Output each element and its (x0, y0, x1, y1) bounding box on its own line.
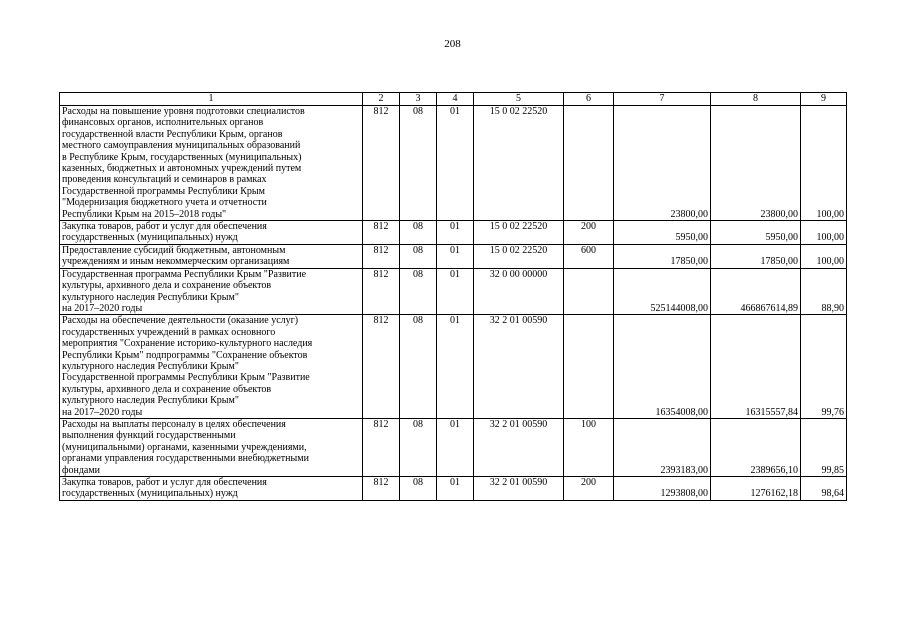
target-article: 32 2 01 00590 (474, 477, 564, 501)
actual-amount: 466867614,89 (711, 268, 801, 315)
percent-complete: 99,76 (801, 315, 847, 419)
section-code: 08 (400, 221, 437, 245)
row-name: Расходы на повышение уровня подготовки специалистов финансовых органов, исполнительных органов государственной власти Республики Крым, органов местного самоуправления муниципальных образований в Республике Крым, государственных (муниципальных) казенных, бюджетных и автономных учреждений путем проведения консультаций и семинаров в рамках Государственной программы Республики Крым "Модернизация бюджетного учета и отчетности Республики Крым на 2015–2018 годы" (60, 106, 363, 221)
actual-amount: 16315557,84 (711, 315, 801, 419)
subsection-code: 01 (437, 477, 474, 501)
expense-type: 600 (564, 244, 614, 268)
row-name: Расходы на выплаты персоналу в целях обеспечения выполнения функций государственными (муниципальными) органами, казенными учреждениями, органами управления государственными внебюджетными фондами (60, 418, 363, 476)
section-code: 08 (400, 106, 437, 221)
planned-amount: 17850,00 (614, 244, 711, 268)
section-code: 08 (400, 418, 437, 476)
percent-complete: 99,85 (801, 418, 847, 476)
planned-amount: 23800,00 (614, 106, 711, 221)
target-article: 15 0 02 22520 (474, 221, 564, 245)
planned-amount: 1293808,00 (614, 477, 711, 501)
percent-complete: 100,00 (801, 244, 847, 268)
percent-complete: 98,64 (801, 477, 847, 501)
actual-amount: 5950,00 (711, 221, 801, 245)
target-article: 15 0 02 22520 (474, 106, 564, 221)
section-code: 08 (400, 477, 437, 501)
percent-complete: 88,90 (801, 268, 847, 315)
subsection-code: 01 (437, 315, 474, 419)
expense-type: 200 (564, 477, 614, 501)
ministry-code: 812 (363, 106, 400, 221)
subsection-code: 01 (437, 418, 474, 476)
ministry-code: 812 (363, 477, 400, 501)
section-code: 08 (400, 244, 437, 268)
target-article: 32 0 00 00000 (474, 268, 564, 315)
header-cell: 5 (474, 93, 564, 106)
subsection-code: 01 (437, 268, 474, 315)
expense-type: 100 (564, 418, 614, 476)
table-row (60, 418, 847, 476)
actual-amount: 2389656,10 (711, 418, 801, 476)
table-row (60, 106, 847, 221)
header-cell: 1 (60, 93, 363, 106)
subsection-code: 01 (437, 106, 474, 221)
table-row (60, 244, 847, 268)
planned-amount: 2393183,00 (614, 418, 711, 476)
header-cell: 8 (711, 93, 801, 106)
page-number: 208 (444, 38, 461, 50)
header-cell: 6 (564, 93, 614, 106)
table-row (60, 268, 847, 315)
header-cell: 7 (614, 93, 711, 106)
actual-amount: 23800,00 (711, 106, 801, 221)
row-name: Предоставление субсидий бюджетным, автономным учреждениям и иным некоммерческим организациям (60, 244, 363, 268)
actual-amount: 17850,00 (711, 244, 801, 268)
percent-complete: 100,00 (801, 106, 847, 221)
target-article: 32 2 01 00590 (474, 315, 564, 419)
percent-complete: 100,00 (801, 221, 847, 245)
ministry-code: 812 (363, 315, 400, 419)
expense-type (564, 268, 614, 315)
planned-amount: 5950,00 (614, 221, 711, 245)
table-row (60, 315, 847, 419)
table-row (60, 221, 847, 245)
budget-table (59, 92, 847, 501)
subsection-code: 01 (437, 244, 474, 268)
header-cell: 9 (801, 93, 847, 106)
target-article: 32 2 01 00590 (474, 418, 564, 476)
planned-amount: 16354008,00 (614, 315, 711, 419)
row-name: Расходы на обеспечение деятельности (оказание услуг) государственных учреждений в рамках основного мероприятия "Сохранение историко-культурного наследия Республики Крым" подпрограммы "Сохранение объектов культурного наследия Республики Крым" Государственной программы Республики Крым "Развитие культуры, архивного дела и сохранение объектов культурного наследия Республики Крым" на 2017–2020 годы (60, 315, 363, 419)
table-row (60, 477, 847, 501)
header-cell: 3 (400, 93, 437, 106)
actual-amount: 1276162,18 (711, 477, 801, 501)
ministry-code: 812 (363, 221, 400, 245)
header-cell: 4 (437, 93, 474, 106)
expense-type (564, 315, 614, 419)
ministry-code: 812 (363, 268, 400, 315)
subsection-code: 01 (437, 221, 474, 245)
expense-type (564, 106, 614, 221)
header-row (60, 93, 847, 106)
planned-amount: 525144008,00 (614, 268, 711, 315)
expense-type: 200 (564, 221, 614, 245)
ministry-code: 812 (363, 418, 400, 476)
header-cell: 2 (363, 93, 400, 106)
row-name: Государственная программа Республики Крым "Развитие культуры, архивного дела и сохранение объектов культурного наследия Республики Крым" на 2017–2020 годы (60, 268, 363, 315)
row-name: Закупка товаров, работ и услуг для обеспечения государственных (муниципальных) нужд (60, 221, 363, 245)
section-code: 08 (400, 315, 437, 419)
section-code: 08 (400, 268, 437, 315)
target-article: 15 0 02 22520 (474, 244, 564, 268)
row-name: Закупка товаров, работ и услуг для обеспечения государственных (муниципальных) нужд (60, 477, 363, 501)
ministry-code: 812 (363, 244, 400, 268)
